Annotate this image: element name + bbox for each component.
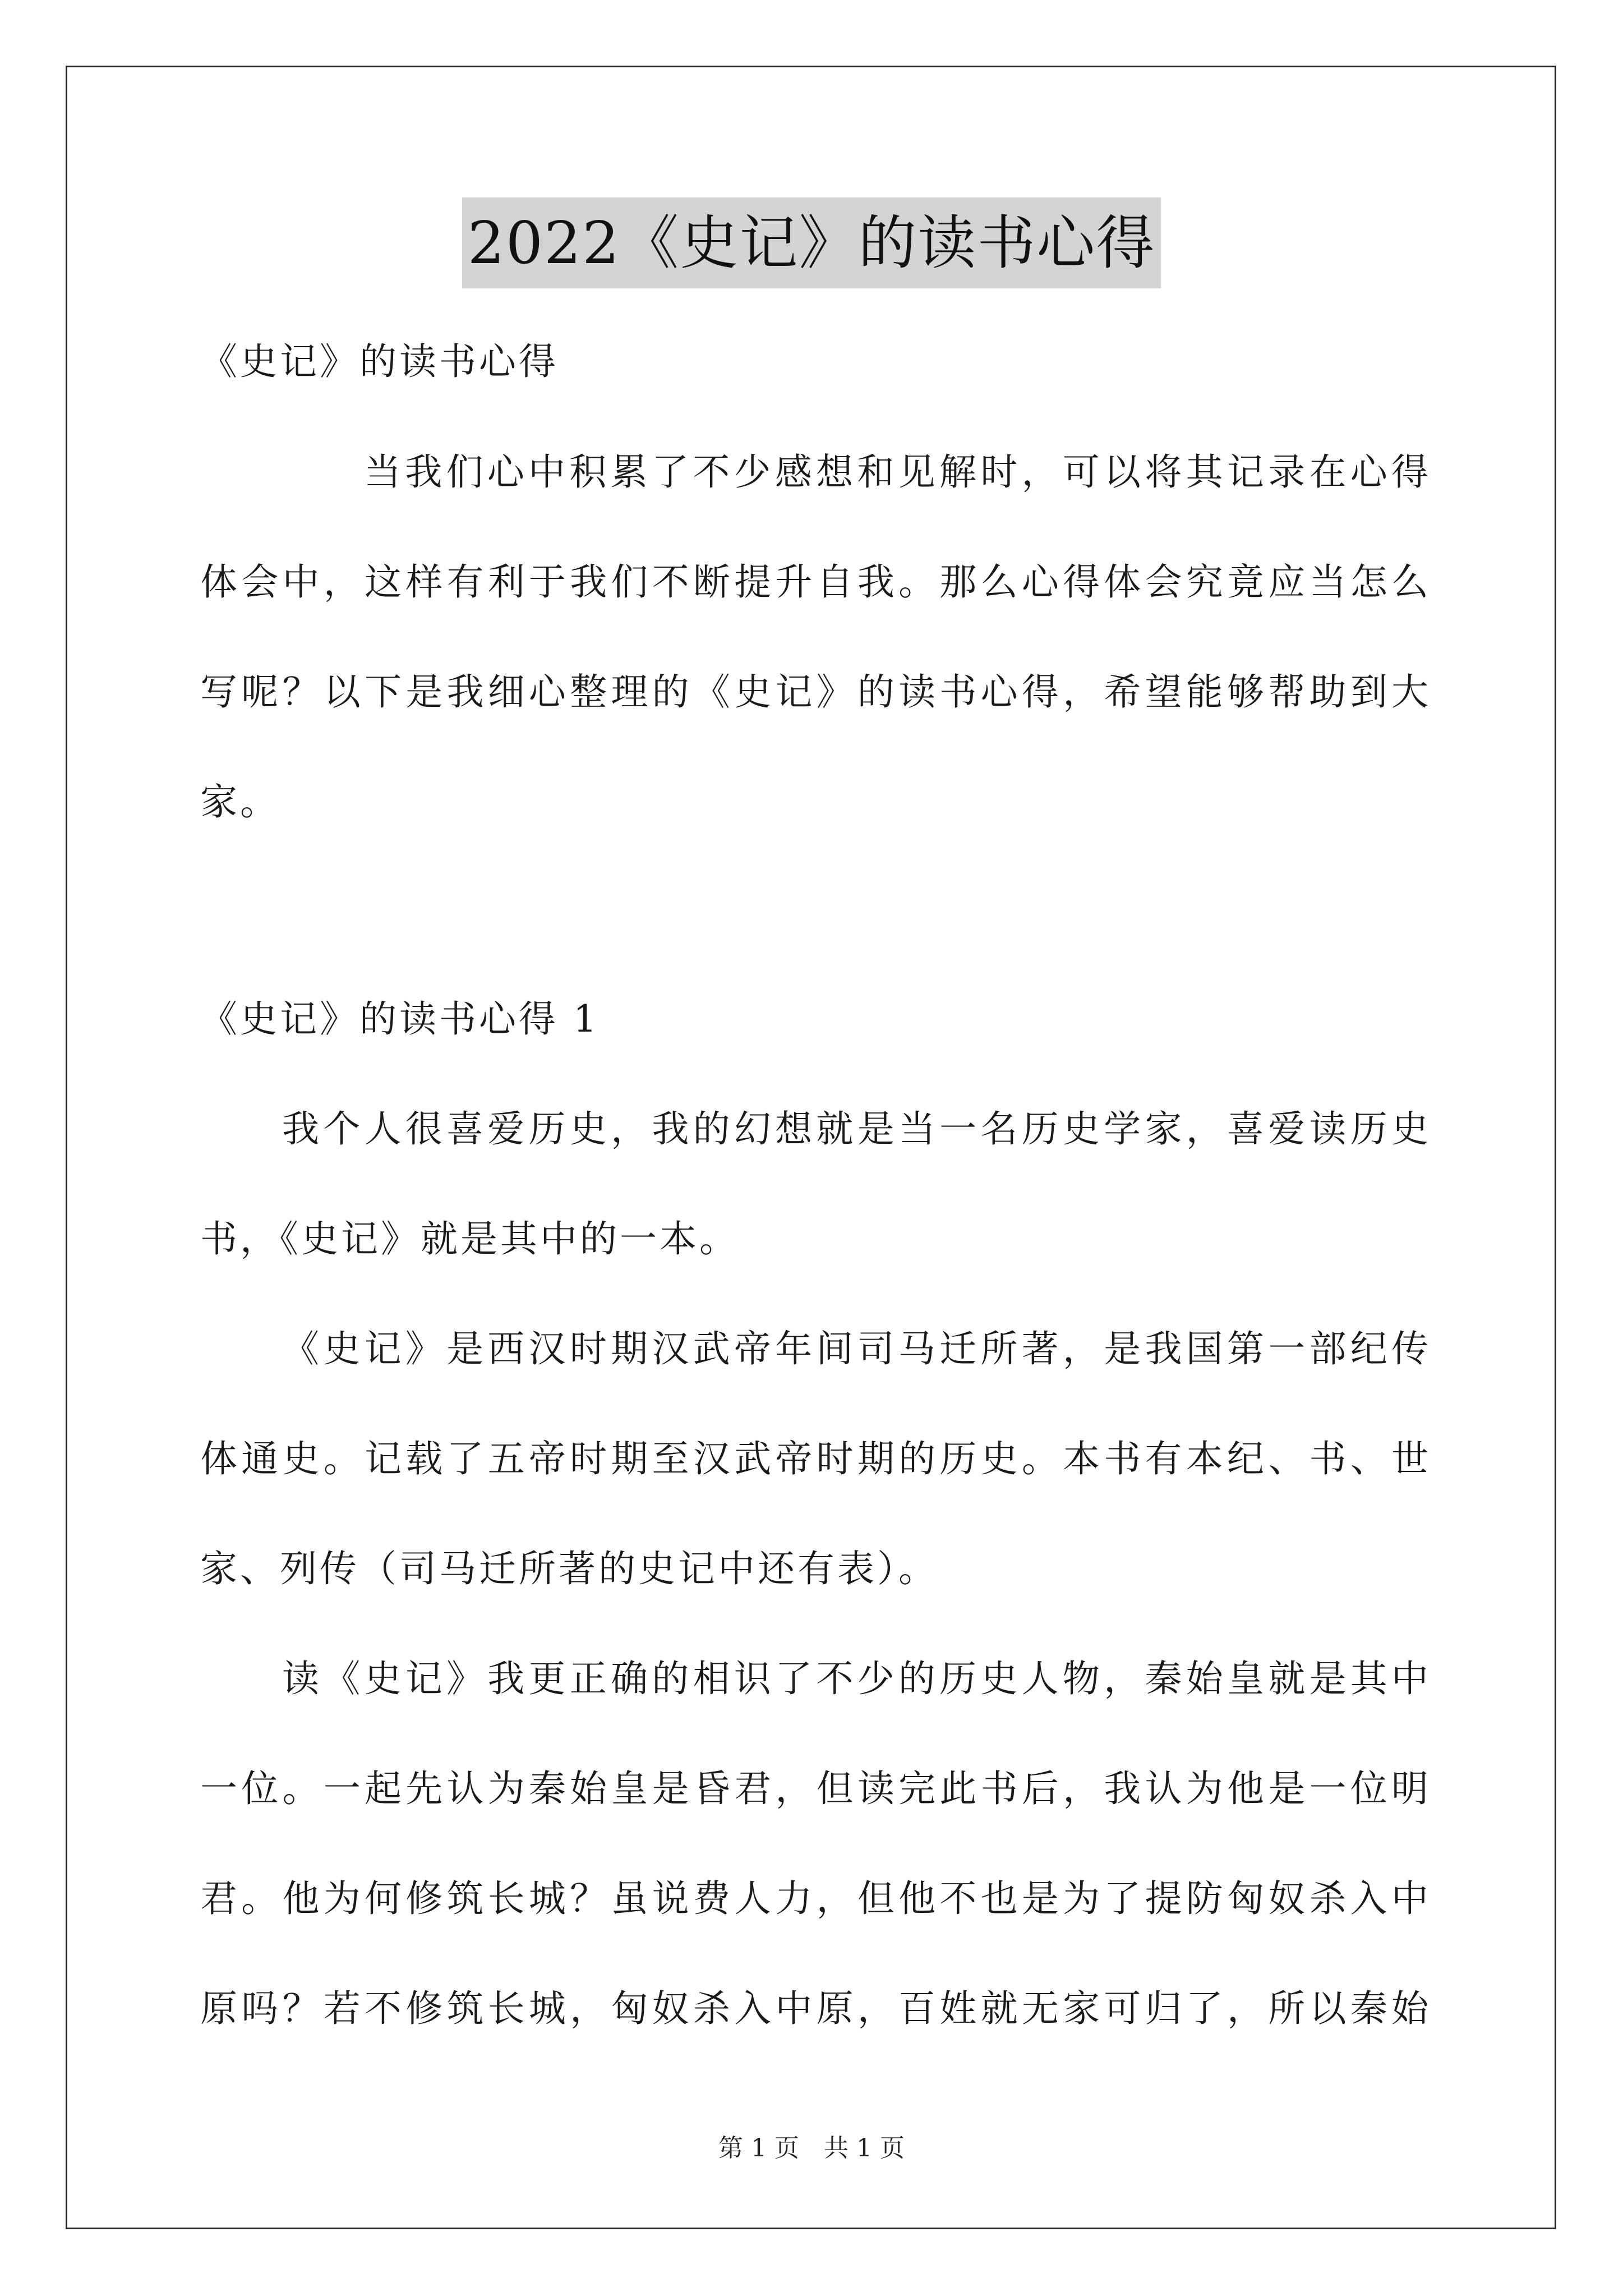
title-container (0, 197, 1623, 288)
para3-line-4: 原吗？若不修筑长城，匈奴杀入中原，百姓就无家可归了，所以秦始 (200, 1987, 1428, 2030)
intro-line-4: 家。 (200, 780, 280, 823)
para2-line-1: 《史记》是西汉时期汉武帝年间司马迁所著，是我国第一部纪传 (282, 1327, 1428, 1370)
para3-line-2: 一位。一起先认为秦始皇是昏君，但读完此书后，我认为他是一位明 (200, 1767, 1428, 1810)
section-heading: 《史记》的读书心得 1 (200, 997, 600, 1041)
para2-line-3: 家、列传（司马迁所著的史记中还有表）。 (200, 1547, 938, 1590)
para1-line-2: 书，《史记》就是其中的一本。 (200, 1217, 739, 1260)
para3-line-1: 读《史记》我更正确的相识了不少的历史人物，秦始皇就是其中 (282, 1657, 1428, 1700)
para2-line-2: 体通史。记载了五帝时期至汉武帝时期的历史。本书有本纪、书、世 (200, 1437, 1428, 1480)
page-footer: 第 1 页 共 1 页 (718, 2134, 905, 2162)
intro-line-2: 体会中，这样有利于我们不断提升自我。那么心得体会究竟应当怎么 (200, 560, 1428, 604)
intro-line-1: 当我们心中积累了不少感想和见解时，可以将其记录在心得 (364, 450, 1428, 494)
subtitle-line: 《史记》的读书心得 (200, 340, 559, 383)
document-title: 2022《史记》的读书心得 (462, 197, 1161, 288)
intro-line-3: 写呢？以下是我细心整理的《史记》的读书心得，希望能够帮助到大 (200, 670, 1428, 714)
para3-line-3: 君。他为何修筑长城？虽说费人力，但他不也是为了提防匈奴杀入中 (200, 1877, 1428, 1920)
para1-line-1: 我个人很喜爱历史，我的幻想就是当一名历史学家，喜爱读历史 (282, 1107, 1428, 1151)
